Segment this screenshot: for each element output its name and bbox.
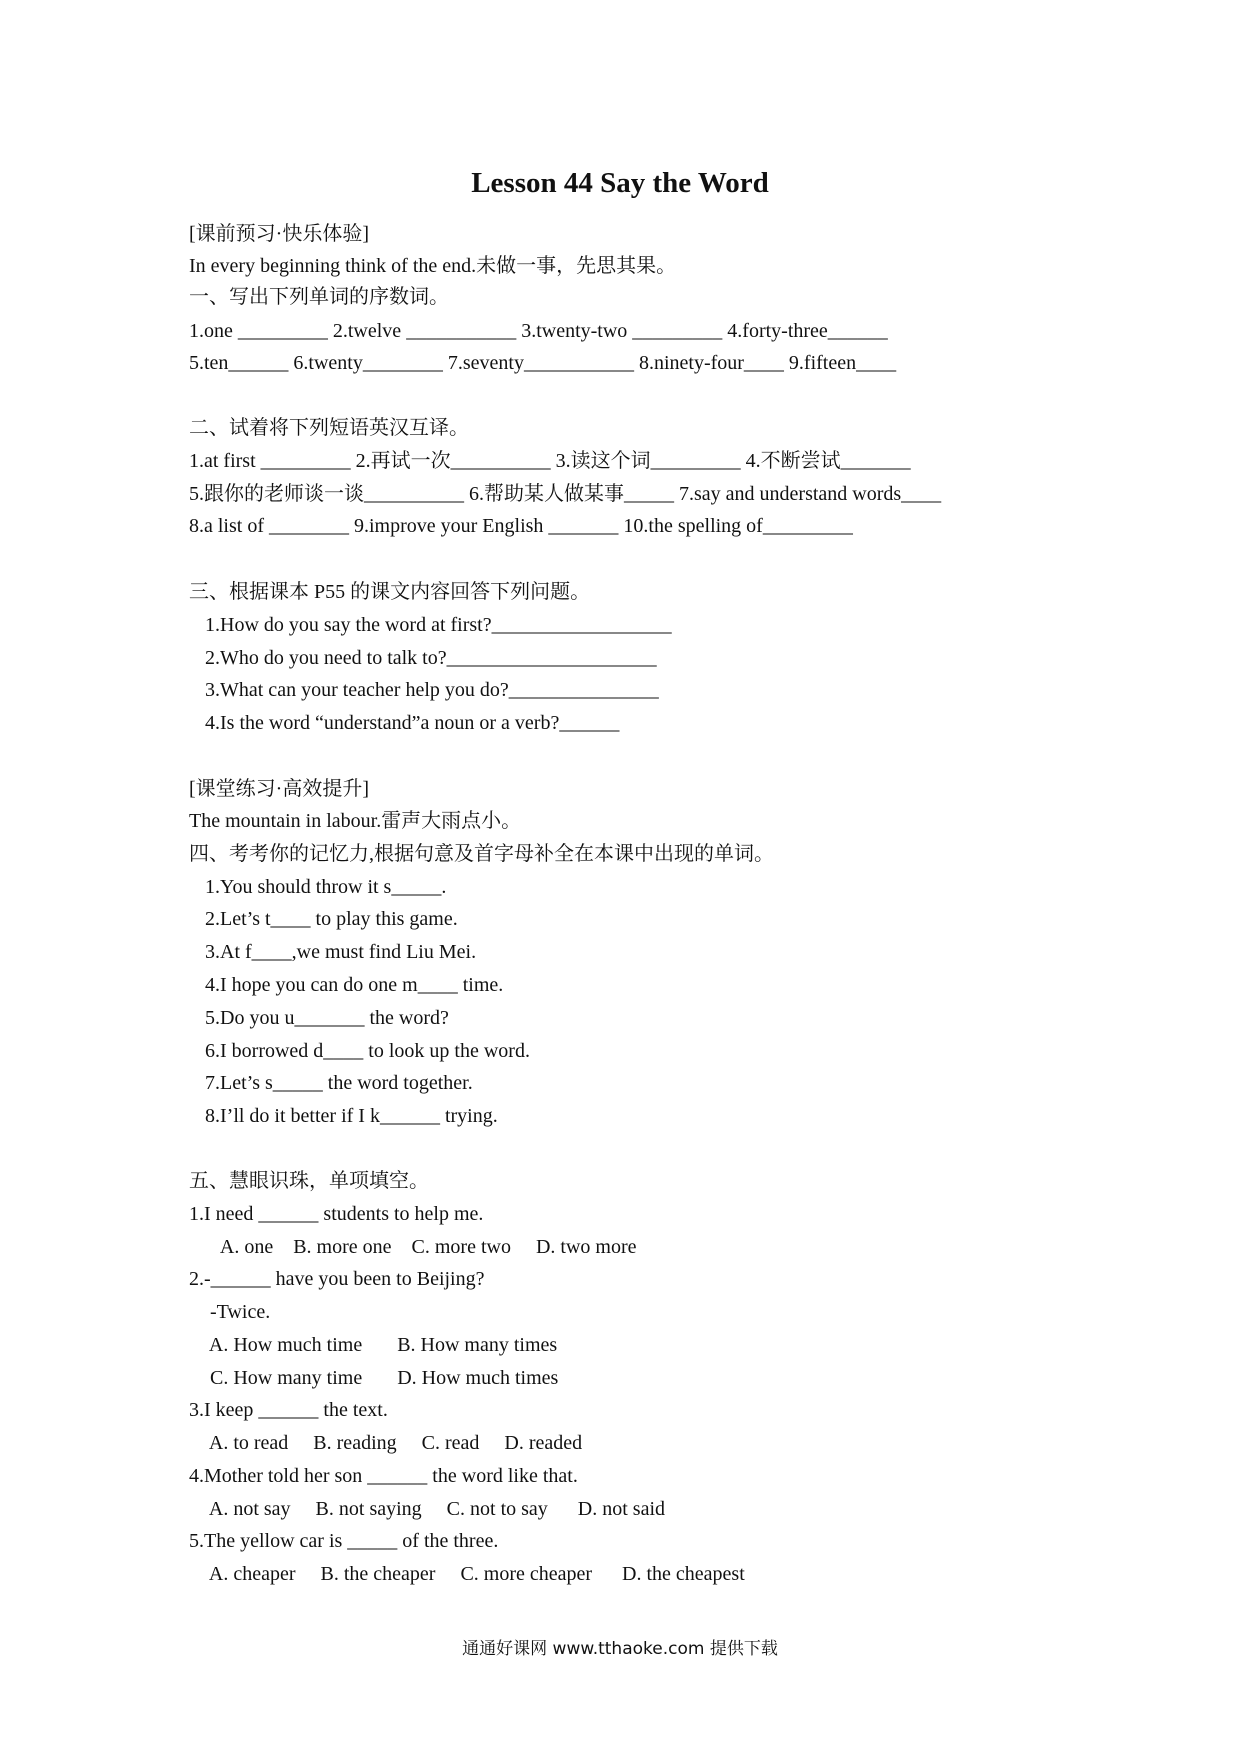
q4-item: 8.I’ll do it better if I k______ trying. (205, 1105, 498, 1127)
q5-line: A. to read B. reading C. read D. readed (205, 1432, 583, 1454)
q3-item: 3.What can your teacher help you do?_______________ (205, 679, 659, 701)
q1-row-2: 5.ten______ 6.twenty________ 7.seventy___________ 8.ninety-four____ 9.fifteen____ (189, 352, 897, 374)
q5-heading: 五、慧眼识珠，单项填空。 (189, 1170, 429, 1192)
q3-item: 1.How do you say the word at first?__________________ (205, 614, 672, 636)
q5-line: A. not say B. not saying C. not to say D. not said (205, 1498, 665, 1520)
q5-line: 3.I keep ______ the text. (189, 1399, 388, 1421)
q2-row-2: 5.跟你的老师谈一谈__________ 6.帮助某人做某事_____ 7.say and understand words____ (189, 483, 942, 505)
q4-item: 2.Let’s t____ to play this game. (205, 908, 458, 930)
motto-practice: The mountain in labour.雷声大雨点小。 (189, 810, 522, 832)
q4-item: 5.Do you u_______ the word? (205, 1007, 449, 1029)
q5-line: A. How much time B. How many times (205, 1334, 558, 1356)
q5-line: A. one B. more one C. more two D. two more (211, 1236, 637, 1258)
page-footer: 通通好课网 www.tthaoke.com 提供下载 (462, 1639, 778, 1659)
q2-row-1: 1.at first _________ 2.再试一次__________ 3.读这个词_________ 4.不断尝试_______ (189, 450, 911, 472)
section-header-preview: [课前预习·快乐体验] (189, 223, 369, 245)
q1-heading: 一、写出下列单词的序数词。 (189, 286, 449, 308)
q5-line: 4.Mother told her son ______ the word like that. (189, 1465, 578, 1487)
q4-item: 6.I borrowed d____ to look up the word. (205, 1040, 530, 1062)
q5-line: 5.The yellow car is _____ of the three. (189, 1530, 499, 1552)
q5-line: -Twice. (205, 1301, 271, 1323)
q2-row-3: 8.a list of ________ 9.improve your English _______ 10.the spelling of_________ (189, 515, 853, 537)
q5-line: 2.-______ have you been to Beijing? (189, 1268, 485, 1290)
q4-item: 7.Let’s s_____ the word together. (205, 1072, 473, 1094)
motto-preview: In every beginning think of the end.未做一事，先思其果。 (189, 255, 677, 277)
q3-heading: 三、根据课本 P55 的课文内容回答下列问题。 (189, 581, 591, 603)
q4-item: 3.At f____,we must find Liu Mei. (205, 941, 477, 963)
q4-heading: 四、考考你的记忆力,根据句意及首字母补全在本课中出现的单词。 (189, 843, 774, 865)
q3-item: 4.Is the word “understand”a noun or a verb?______ (205, 712, 620, 734)
section-header-practice: [课堂练习·高效提升] (189, 778, 369, 800)
page-title: Lesson 44 Say the Word (471, 167, 769, 199)
q1-row-1: 1.one _________ 2.twelve ___________ 3.twenty-two _________ 4.forty-three______ (189, 320, 888, 342)
q3-item: 2.Who do you need to talk to?_____________________ (205, 647, 657, 669)
q5-line: A. cheaper B. the cheaper C. more cheaper D. the cheapest (205, 1563, 745, 1585)
q5-line: C. How many time D. How much times (205, 1367, 559, 1389)
q4-item: 4.I hope you can do one m____ time. (205, 974, 504, 996)
q4-item: 1.You should throw it s_____. (205, 876, 447, 898)
q5-line: 1.I need ______ students to help me. (189, 1203, 484, 1225)
q2-heading: 二、试着将下列短语英汉互译。 (189, 417, 469, 439)
